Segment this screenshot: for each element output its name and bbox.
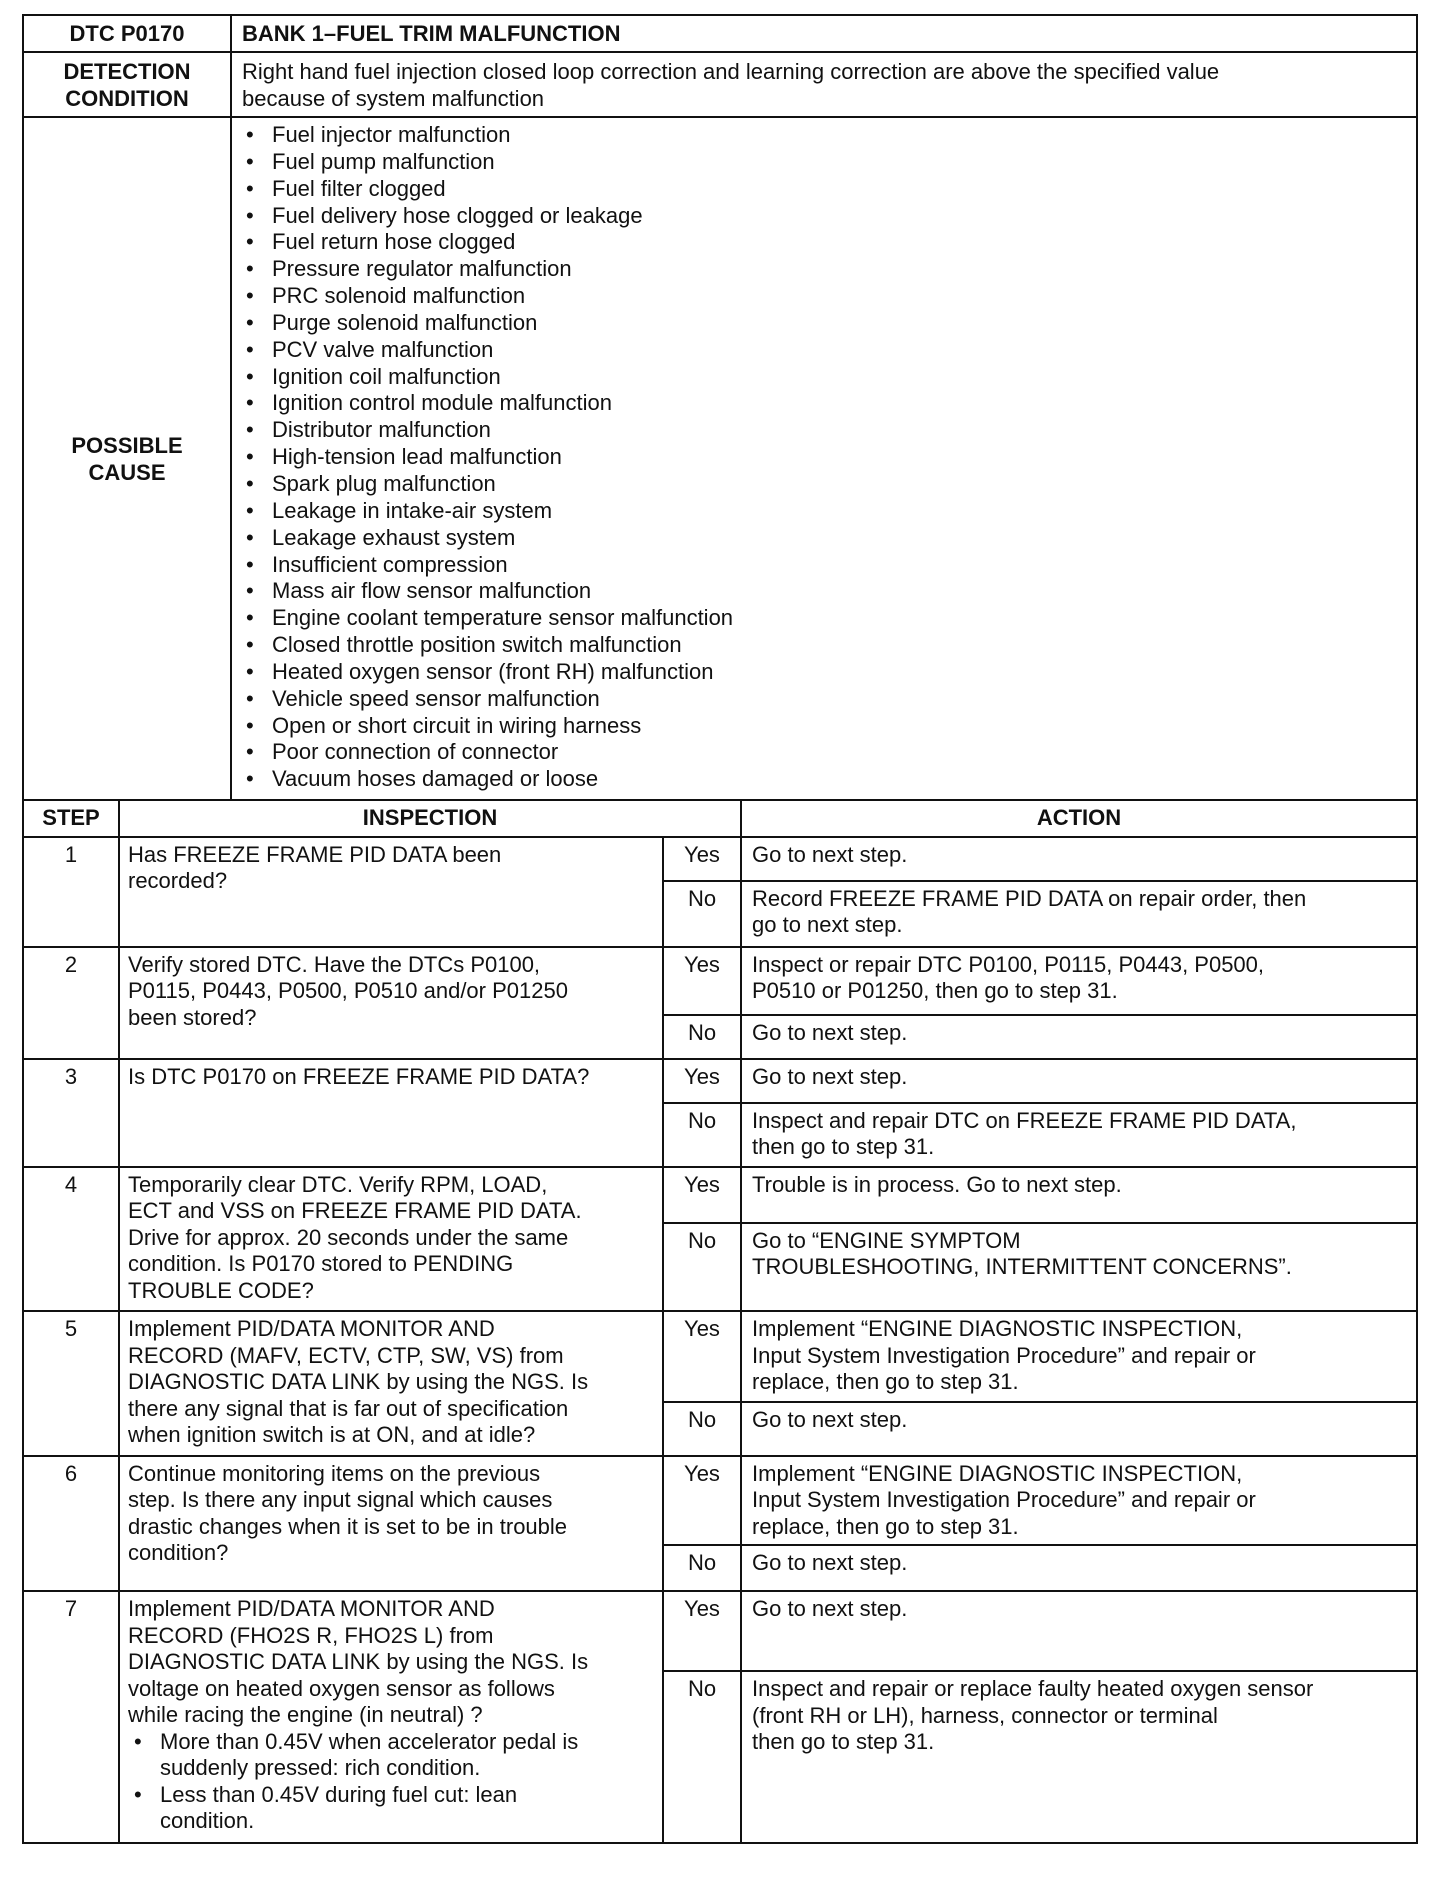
no-label: No — [663, 1402, 741, 1455]
inspection-line: condition. Is P0170 stored to PENDING — [128, 1251, 514, 1277]
step-row — [23, 1059, 1417, 1103]
inspection-bullet — [132, 1729, 654, 1782]
col-action-header: ACTION — [741, 800, 1417, 837]
steps-table — [22, 799, 1418, 1844]
yes-action — [741, 1059, 1417, 1103]
action-line: replace, then go to step 31. — [752, 1513, 1019, 1539]
cause-item: • Fuel delivery hose clogged or leakage — [244, 203, 1416, 230]
inspection-bullet-line: • Less than 0.45V during fuel cut: lean — [160, 1781, 518, 1807]
cause-item: • Poor connection of connector — [244, 739, 1416, 766]
inspection-line: condition? — [128, 1540, 229, 1566]
cause-item: • PRC solenoid malfunction — [244, 283, 1416, 310]
detection-text-line2: because of system malfunction — [242, 86, 545, 111]
cause-item: • Mass air flow sensor malfunction — [244, 578, 1416, 605]
yes-action — [741, 1591, 1417, 1671]
inspection-bullet-line: suddenly pressed: rich condition. — [160, 1755, 481, 1781]
no-action — [741, 1103, 1417, 1167]
no-label: No — [663, 881, 741, 947]
action-line: go to next step. — [752, 912, 903, 938]
inspection-line: Has FREEZE FRAME PID DATA been — [128, 841, 502, 867]
action-line: Input System Investigation Procedure” and repair or — [752, 1487, 1256, 1513]
yes-label: Yes — [663, 1311, 741, 1402]
no-action — [741, 881, 1417, 947]
inspection-line: when ignition switch is at ON, and at idle? — [128, 1422, 536, 1448]
inspection-line: RECORD (FHO2S R, FHO2S L) from — [128, 1622, 494, 1648]
step-row — [23, 1591, 1417, 1671]
action-line: Implement “ENGINE DIAGNOSTIC INSPECTION, — [752, 1316, 1243, 1342]
inspection-line: DIAGNOSTIC DATA LINK by using the NGS. Is — [128, 1369, 589, 1395]
no-label: No — [663, 1545, 741, 1591]
cause-item: • Closed throttle position switch malfunction — [244, 632, 1416, 659]
yes-action — [741, 1456, 1417, 1546]
cause-item: • Pressure regulator malfunction — [244, 256, 1416, 283]
action-line: Go to next step. — [752, 1019, 908, 1045]
cause-item: • Fuel filter clogged — [244, 176, 1416, 203]
header-row — [23, 15, 1417, 52]
step-number: 7 — [23, 1591, 119, 1843]
step-number: 3 — [23, 1059, 119, 1167]
action-line: Input System Investigation Procedure” and repair or — [752, 1342, 1256, 1368]
no-label: No — [663, 1671, 741, 1843]
action-line: (front RH or LH), harness, connector or terminal — [752, 1702, 1218, 1728]
inspection-line: Temporarily clear DTC. Verify RPM, LOAD, — [128, 1171, 548, 1197]
dtc-document — [22, 14, 1418, 1844]
cause-item: • Open or short circuit in wiring harness — [244, 713, 1416, 740]
yes-action — [741, 837, 1417, 881]
yes-action — [741, 947, 1417, 1015]
cause-item: • Insufficient compression — [244, 552, 1416, 579]
yes-label: Yes — [663, 1591, 741, 1671]
cause-item: • Vacuum hoses damaged or loose — [244, 766, 1416, 793]
inspection-line: RECORD (MAFV, ECTV, CTP, SW, VS) from — [128, 1342, 564, 1368]
step-inspection — [119, 947, 663, 1059]
inspection-line: there any signal that is far out of specification — [128, 1395, 569, 1421]
cause-item: • Ignition control module malfunction — [244, 390, 1416, 417]
cause-item: • PCV valve malfunction — [244, 337, 1416, 364]
step-inspection — [119, 1311, 663, 1456]
step-inspection — [119, 1059, 663, 1167]
inspection-line: been stored? — [128, 1004, 257, 1030]
inspection-line: step. Is there any input signal which causes — [128, 1487, 553, 1513]
action-line: then go to step 31. — [752, 1729, 935, 1755]
inspection-line: while racing the engine (in neutral) ? — [128, 1702, 483, 1728]
yes-action — [741, 1167, 1417, 1223]
action-line: Implement “ENGINE DIAGNOSTIC INSPECTION, — [752, 1460, 1243, 1486]
step-number: 5 — [23, 1311, 119, 1456]
col-step-header: STEP — [23, 800, 119, 837]
steps-header-row — [23, 800, 1417, 837]
yes-label: Yes — [663, 1167, 741, 1223]
action-line: Go to next step. — [752, 841, 908, 867]
inspection-line: Implement PID/DATA MONITOR AND — [128, 1316, 495, 1342]
step-row — [23, 1311, 1417, 1402]
action-line: Go to next step. — [752, 1596, 908, 1622]
cause-item: • Vehicle speed sensor malfunction — [244, 686, 1416, 713]
action-line: P0510 or P01250, then go to step 31. — [752, 978, 1118, 1004]
cause-item: • Distributor malfunction — [244, 417, 1416, 444]
cause-item: • Ignition coil malfunction — [244, 364, 1416, 391]
inspection-line: TROUBLE CODE? — [128, 1277, 314, 1303]
step-number: 4 — [23, 1167, 119, 1312]
action-line: replace, then go to step 31. — [752, 1369, 1019, 1395]
detection-row — [23, 52, 1417, 117]
possible-cause-list — [232, 118, 1416, 799]
action-line: Go to “ENGINE SYMPTOM — [752, 1227, 1021, 1253]
action-line: Inspect and repair or replace faulty heated oxygen sensor — [752, 1676, 1314, 1702]
step-row — [23, 1456, 1417, 1546]
action-line: Go to next step. — [752, 1550, 908, 1576]
cause-item: • Heated oxygen sensor (front RH) malfunction — [244, 659, 1416, 686]
dtc-title: BANK 1–FUEL TRIM MALFUNCTION — [231, 15, 1417, 52]
step-inspection — [119, 1167, 663, 1312]
no-action — [741, 1223, 1417, 1311]
inspection-line: Implement PID/DATA MONITOR AND — [128, 1596, 495, 1622]
step-row — [23, 1167, 1417, 1223]
cause-item: • Spark plug malfunction — [244, 471, 1416, 498]
action-line: Record FREEZE FRAME PID DATA on repair order, then — [752, 885, 1307, 911]
action-line: Go to next step. — [752, 1063, 908, 1089]
yes-label: Yes — [663, 1059, 741, 1103]
possible-cause-row — [23, 117, 1417, 800]
inspection-line: recorded? — [128, 868, 228, 894]
no-label: No — [663, 1103, 741, 1167]
inspection-bullet-line: condition. — [160, 1808, 255, 1834]
cause-item: • Leakage in intake-air system — [244, 498, 1416, 525]
no-action — [741, 1015, 1417, 1059]
action-line: Trouble is in process. Go to next step. — [752, 1171, 1122, 1197]
cause-item: • Fuel return hose clogged — [244, 229, 1416, 256]
detection-text — [231, 52, 1417, 117]
detection-label-line2: CONDITION — [65, 85, 189, 111]
yes-label: Yes — [663, 947, 741, 1015]
cause-item: • Leakage exhaust system — [244, 525, 1416, 552]
inspection-line: ECT and VSS on FREEZE FRAME PID DATA. — [128, 1198, 582, 1224]
action-line: then go to step 31. — [752, 1134, 935, 1160]
cause-item: • Fuel injector malfunction — [244, 122, 1416, 149]
inspection-bullet-list — [128, 1729, 654, 1835]
action-line: TROUBLESHOOTING, INTERMITTENT CONCERNS”. — [752, 1254, 1292, 1280]
yes-label: Yes — [663, 1456, 741, 1546]
detection-label-line1: DETECTION — [63, 58, 191, 84]
action-line: Go to next step. — [752, 1407, 908, 1433]
no-action — [741, 1671, 1417, 1843]
dtc-info-table — [22, 14, 1418, 801]
possible-cause-label-line1: POSSIBLE — [71, 432, 183, 458]
inspection-line: voltage on heated oxygen sensor as follows — [128, 1675, 555, 1701]
no-label: No — [663, 1015, 741, 1059]
cause-item: • Fuel pump malfunction — [244, 149, 1416, 176]
cause-item: • Engine coolant temperature sensor malfunction — [244, 605, 1416, 632]
step-inspection — [119, 837, 663, 947]
yes-action — [741, 1311, 1417, 1402]
detection-label — [23, 52, 231, 117]
action-line: Inspect and repair DTC on FREEZE FRAME PID DATA, — [752, 1107, 1297, 1133]
detection-text-line1: Right hand fuel injection closed loop correction and learning correction are above the specified value — [242, 59, 1220, 84]
possible-cause-label — [23, 117, 231, 800]
no-action — [741, 1402, 1417, 1455]
inspection-line: DIAGNOSTIC DATA LINK by using the NGS. Is — [128, 1649, 589, 1675]
step-number: 1 — [23, 837, 119, 947]
step-row — [23, 947, 1417, 1015]
inspection-bullet-line: • More than 0.45V when accelerator pedal is — [160, 1728, 579, 1754]
col-inspection-header: INSPECTION — [119, 800, 741, 837]
inspection-line: Drive for approx. 20 seconds under the same — [128, 1224, 569, 1250]
step-number: 6 — [23, 1456, 119, 1592]
cause-item: • Purge solenoid malfunction — [244, 310, 1416, 337]
inspection-line: Verify stored DTC. Have the DTCs P0100, — [128, 951, 541, 977]
step-inspection — [119, 1456, 663, 1592]
no-action — [741, 1545, 1417, 1591]
inspection-line: P0115, P0443, P0500, P0510 and/or P01250 — [128, 978, 568, 1004]
dtc-code: DTC P0170 — [23, 15, 231, 52]
no-label: No — [663, 1223, 741, 1311]
step-row — [23, 837, 1417, 881]
cause-item: • High-tension lead malfunction — [244, 444, 1416, 471]
possible-cause-list-cell — [231, 117, 1417, 800]
inspection-line: drastic changes when it is set to be in trouble — [128, 1513, 568, 1539]
possible-cause-label-line2: CAUSE — [88, 459, 166, 485]
action-line: Inspect or repair DTC P0100, P0115, P0443, P0500, — [752, 951, 1265, 977]
step-number: 2 — [23, 947, 119, 1059]
inspection-line: Is DTC P0170 on FREEZE FRAME PID DATA? — [128, 1063, 590, 1089]
inspection-bullet — [132, 1782, 654, 1835]
yes-label: Yes — [663, 837, 741, 881]
inspection-line: Continue monitoring items on the previous — [128, 1460, 541, 1486]
step-inspection — [119, 1591, 663, 1843]
